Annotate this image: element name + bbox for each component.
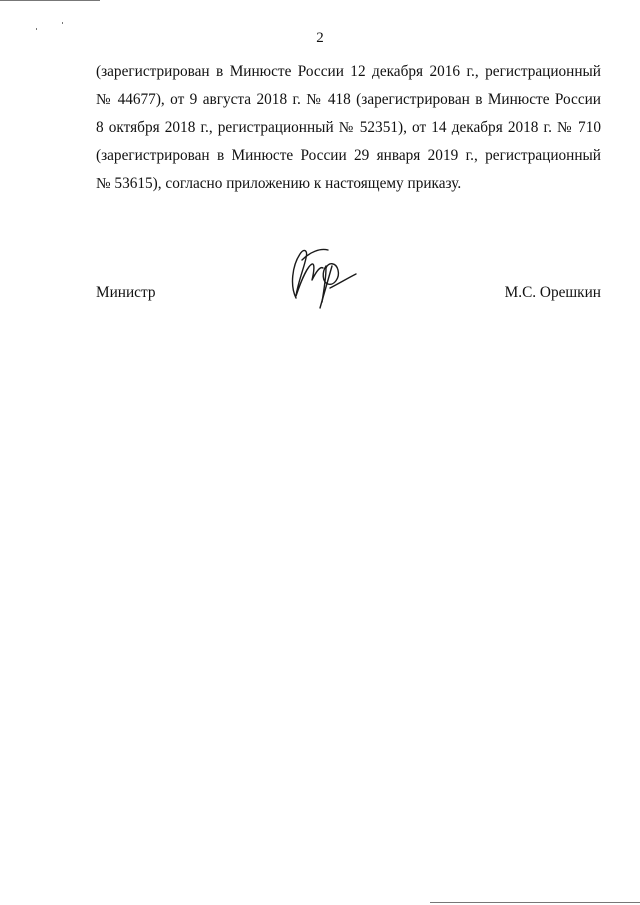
scan-artifact-dot [62, 22, 63, 24]
signatory-name: М.С. Орешкин [504, 284, 601, 301]
page-number: 2 [316, 30, 324, 46]
paragraph-line: (зарегистрирован в Минюсте России 12 декабря 2016 г., регистрационный [96, 63, 601, 80]
signature-block [96, 284, 601, 308]
scan-artifact-bottom-line [430, 902, 640, 903]
body-paragraph [96, 58, 601, 198]
signatory-title: Министр [96, 284, 156, 301]
paragraph-line: № 53615), согласно приложению к настоящему приказу. [96, 175, 462, 192]
scan-artifact-top-line [0, 0, 100, 1]
paragraph-line: 8 октября 2018 г., регистрационный № 52351), от 14 декабря 2018 г. № 710 [96, 119, 601, 136]
paragraph-line: № 44677), от 9 августа 2018 г. № 418 (зарегистрирован в Минюсте России [96, 91, 601, 108]
paragraph-line: (зарегистрирован в Минюсте России 29 января 2019 г., регистрационный [96, 147, 601, 164]
